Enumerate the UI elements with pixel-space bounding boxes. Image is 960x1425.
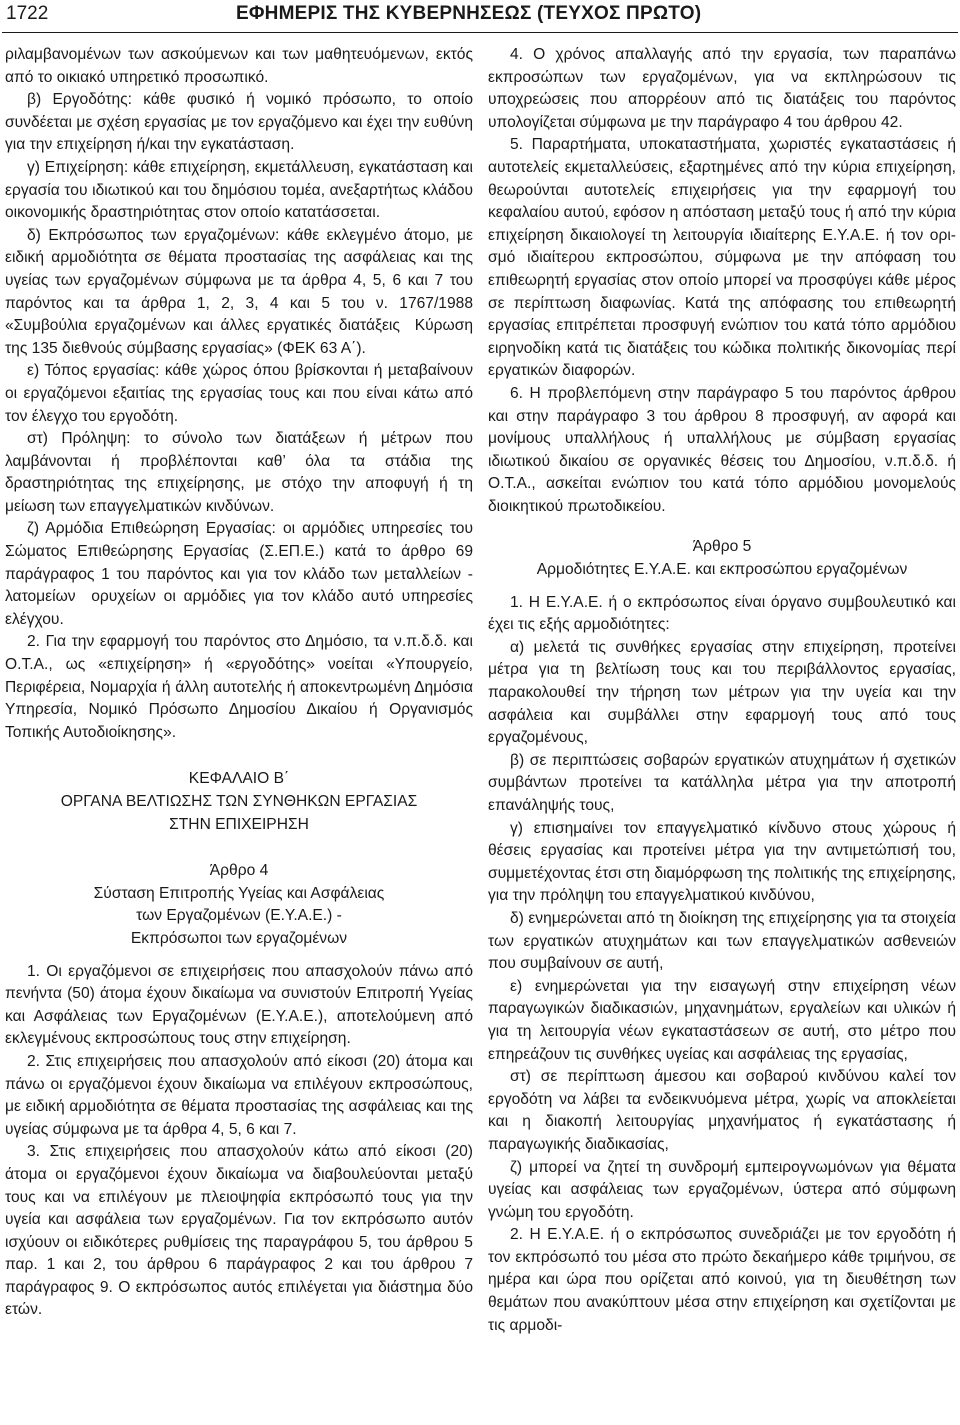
paragraph: δ) Εκπρόσωπος των εργαζομένων: κάθε εκλεγμένο άτομο, με ειδική αρμοδιότητα σε θέματα προστασίας της ασφάλειας και της υγείας των εργαζομένων σύμφωνα με τα άρθρα 4, 5, 6 και 7 του παρόντος και τα άρθρα 1, 2, 3, 4 και 5 του ν. 1767/1988 «Συμβούλια εργαζομένων και άλλες εργατικές διατάξεις Κύρωση της 135 διεθνούς σύμβασης εργασίας» (ΦΕΚ 63 Α΄). bbox=[5, 226, 473, 357]
left-column bbox=[5, 44, 473, 1322]
chapter-label: ΚΕΦΑΛΑΙΟ Β΄ bbox=[188, 770, 290, 788]
paragraph: γ) επισημαίνει τον επαγγελματικό κίνδυνο στους χώρους ή θέσεις εργασίας και προτείνει μέτρα για την αντιμετώπισή του, συμμετέχοντας έτσι στη διαμόρφωση της πολιτικής της επιχείρησης, για την πρόληψη του επαγγελματικού κινδύνου, bbox=[488, 819, 956, 905]
article-title: Εκπρόσωποι των εργαζομένων bbox=[130, 929, 348, 947]
paragraph: 6. Η προβλεπόμενη στην παράγραφο 5 του παρόντος άρθρου και στην παράγραφο 3 του άρθρου 8 προσφυγή, αν αφορά και μονίμους υπαλλήλους ή υπαλλήλους με σύμβαση εργασίας ιδιωτικού δικαίου σε οργανικές θέσεις του Δημοσίου, ν.π.δ.δ. ή Ο.Τ.Α., ασκείται ενώπιον του κατά τόπο αρμόδιου μονομελούς διοικητικού πρωτοδικείου. bbox=[488, 384, 956, 515]
paragraph: δ) ενημερώνεται από τη διοίκηση της επιχείρησης για τα στοιχεία των εργατικών ατυχημάτων και των επαγγελματικών ασθενειών που συμβαίνουν σε αυτή, bbox=[488, 909, 956, 973]
paragraph: 2. Για την εφαρμογή του παρόντος στο Δημόσιο, τα ν.π.δ.δ. και Ο.Τ.Α., ως «επιχείρηση» ή «εργοδότης» νοείται «Υπουργείο, Περιφέρεια, Νομαρχία ή άλλη αυτοτελής ή αποκεντρωμένη Δημόσια Υπηρεσία, Νομικό Πρόσωπο Δημοσίου Δικαίου ή Οργανισμός Τοπικής Αυτοδιοίκησης». bbox=[5, 633, 473, 741]
paragraph: 2. Στις επιχειρήσεις που απασχολούν από είκοσι (20) άτομα και πάνω οι εργαζόμενοι έχουν δικαίωμα να επιλέγουν εκπροσώπους, με ειδική αρμοδιότητα σε θέματα προστασίας της ασφάλειας και της υγείας σύμφωνα με τα άρθρα 4, 5, 6 και 7. bbox=[5, 1052, 473, 1138]
paragraph: 3. Στις επιχειρήσεις που απασχολούν κάτω από είκοσι (20) άτομα οι εργαζόμενοι έχουν δικαίωμα να διαβουλεύονται μεταξύ τους και να επιλέγουν με πλειοψηφία εκπρόσωπό τους για την υγεία και ασφάλεια των εργαζομένων. Για τον εκπρόσωπο αυτόν ισχύουν οι ειδικότερες ρυθμίσεις της παραγράφου 5, του άρθρου 5 παρ. 1 και 2, του άρθρου 6 παράγραφος 2 και του άρθρου 7 παράγραφος 9. Ο εκπρόσωπος αυτός επιλέγεται για διάστημα δύο ετών. bbox=[5, 1143, 473, 1319]
paragraph: 2. Η Ε.Υ.Α.Ε. ή ο εκπρόσωπος συνεδριάζει με τον εργοδότη ή τον εκπρόσωπό του μέσα στο πρώτο δεκαήμερο κάθε τριμήνου, σε ημέρα και ώρα που ορίζεται από κοινού, για τη διευθέτηση των θεμάτων που ανακύπτουν μέσα στην επιχείρηση και σχετίζονται με τις αρμοδι- bbox=[488, 1226, 956, 1334]
chapter-title: ΟΡΓΑΝΑ ΒΕΛΤΙΩΣΗΣ ΤΩΝ ΣΥΝΘΗΚΩΝ ΕΡΓΑΣΙΑΣ bbox=[60, 793, 418, 810]
article-title: Σύσταση Επιτροπής Υγείας και Ασφάλειας bbox=[93, 884, 385, 902]
paragraph: στ) Πρόληψη: το σύνολο των διατάξεων ή μέτρων που λαμβάνονται ή προβλέπονται καθ’ όλα τα στάδια της δραστηριότητας της επιχείρησης, με στόχο την αποφυγή ή τη μείωση των επαγγελματικών κινδύνων. bbox=[5, 430, 473, 515]
paragraph: β) σε περιπτώσεις σοβαρών εργατικών ατυχημάτων ή σχετικών συμβάντων προτείνει τα κατάλληλα μέτρα για την αποτροπή επανάληψής τους, bbox=[488, 751, 956, 814]
page-number: 1722 bbox=[6, 3, 49, 24]
paragraph: γ) Επιχείρηση: κάθε επιχείρηση, εκμετάλλευση, εγκατάσταση και εργασία του ιδιωτικού και του δημόσιου τομέα, ανεξαρτήτως κλάδου οικονομικής δραστηριότητας στον οποίο κατατάσσεται. bbox=[5, 158, 473, 222]
paragraph: β) Εργοδότης: κάθε φυσικό ή νομικό πρόσωπο, το οποίο συνδέεται με σχέση εργασίας με τον εργαζόμενο και έχει την ευθύνη για την επιχείρηση ή/και την εγκατάσταση. bbox=[5, 91, 473, 154]
paragraph: ριλαμβανομένων των ασκούμενων και των μαθητευόμενων, εκτός από το οικιακό υπηρετικό προσωπικό. bbox=[5, 46, 473, 86]
spacer bbox=[5, 951, 473, 961]
paragraph: ε) ενημερώνεται για την εισαγωγή στην επιχείρηση νέων παραγωγικών διαδικασιών, μηχανημάτων, εργαλείων και υλικών ή για τη λειτουργία νέων εγκαταστάσεων σε αυτή, στο μέτρο που επηρεάζουν τις συνθήκες υγείας και ασφάλειας της εργασίας, bbox=[488, 977, 956, 1063]
article-label: Άρθρο 5 bbox=[692, 538, 752, 556]
paragraph: ζ) μπορεί να ζητεί τη συνδρομή εμπειρογνωμόνων για θέματα υγείας και ασφάλειας των εργαζομένων, ύστερα από σύμφωνη γνώμη του εργοδότη. bbox=[488, 1158, 956, 1221]
paragraph: ζ) Αρμόδια Επιθεώρηση Εργασίας: οι αρμόδιες υπηρεσίες του Σώματος Επιθεώρησης Εργασίας (Σ.ΕΠ.Ε.) κατά το άρθρο 69 παράγραφος 1 του παρόντος και για τον κλάδο των μεταλλείων λατομείων ορυχείων οι αρμόδιες για τον κλάδο αυτό υπηρεσίες ελέγχου. bbox=[5, 520, 473, 628]
paragraph: 5. Παραρτήματα, υποκαταστήματα, χωριστές εγκαταστάσεις ή αυτοτελείς εκμεταλλεύσεις, εξαρτημένες από την κύρια επιχείρηση, θεωρούνται αυτοτελείς επιχειρήσεις για την εφαρμογή του κεφαλαίου αυτού, εφόσον η απόσταση μεταξύ τους ή από την κύρια επιχείρηση δικαιολογεί τη λειτουργία ιδιαίτερης Ε.Υ.Α.Ε. ή τον ορισμό ιδιαίτερου εκπροσώπου, σύμφωνα με την απόφαση του επιθεωρητή εργασίας στον οποίο μπορεί να προσφύγει κάθε μέρος σε περίπτωση διαφωνίας. Κατά της απόφασης του επιθεωρητή εργασίας επιτρέπεται προσφυγή ενώπιον του κατά τόπο αρμόδιου ειρηνοδίκη κατά τις διατάξεις του κώδικα πολιτικής δικονομίας περί εργατικών διαφορών. bbox=[488, 136, 956, 380]
article-title: των Εργαζομένων (Ε.Υ.Α.Ε.) - bbox=[136, 907, 342, 925]
paragraph: 1. Η Ε.Υ.Α.Ε. ή ο εκπρόσωπος είναι όργανο συμβουλευτικό και έχει τις εξής αρμοδιότητες: bbox=[488, 593, 956, 634]
article-title: Αρμοδιότητες Ε.Υ.Α.Ε. και εκπροσώπου εργαζομένων bbox=[536, 561, 908, 579]
spacer bbox=[488, 518, 956, 536]
right-column bbox=[488, 44, 956, 1337]
spacer bbox=[5, 836, 473, 860]
spacer bbox=[5, 744, 473, 768]
spacer bbox=[488, 582, 956, 592]
paragraph: α) μελετά τις συνθήκες εργασίας στην επιχείρηση, προτείνει μέτρα για τη βελτίωση τους και του περιβάλλοντος εργασίας, παρακολουθεί την τήρηση των μέτρων για την υγεία και την ασφάλεια και συμβάλλει στην εφαρμογή τους από τους εργαζομένους, bbox=[488, 638, 956, 747]
running-title: ΕΦΗΜΕΡΙΣ ΤΗΣ ΚΥΒΕΡΝΗΣΕΩΣ (ΤΕΥΧΟΣ ΠΡΩΤΟ) bbox=[236, 3, 702, 24]
paragraph: στ) σε περίπτωση άμεσου και σοβαρού κινδύνου καλεί τον εργοδότη να λάβει τα ενδεικνυόμενα μέτρα, χωρίς να αποκλείεται και η διακοπή λειτουργίας μηχανήματος ή εγκατάστασης ή παραγωγικής διαδικασίας, bbox=[488, 1068, 956, 1153]
page-header bbox=[0, 0, 960, 36]
paragraph: 4. Ο χρόνος απαλλαγής από την εργασία, των παραπάνω εκπροσώπων των εργαζομένων, για να εκπληρώσουν τις υποχρεώσεις που απορρέουν από τις διατάξεις του παρόντος υπολογίζεται σύμφωνα με την παράγραφο 4 του άρθρου 42. bbox=[488, 46, 956, 131]
chapter-title: ΣΤΗΝ ΕΠΙΧΕΙΡΗΣΗ bbox=[169, 815, 309, 833]
header-rule bbox=[2, 32, 958, 33]
paragraph: 1. Οι εργαζόμενοι σε επιχειρήσεις που απασχολούν πάνω από πενήντα (50) άτομα έχουν δικαίωμα να συνιστούν Επιτροπή Υγείας και Ασφάλειας των Εργαζομένων (Ε.Υ.Α.Ε.), αποτελούμενη από εκλεγμένους εκπροσώπους τους στην επιχείρηση. bbox=[5, 962, 473, 1048]
article-label: Άρθρο 4 bbox=[209, 862, 269, 880]
paragraph: ε) Τόπος εργασίας: κάθε χώρος όπου βρίσκονται ή μεταβαίνουν οι εργαζόμενοι εξαιτίας της εργασίας τους και που είναι κάτω από τον έλεγχο του εργοδότη. bbox=[5, 362, 473, 425]
